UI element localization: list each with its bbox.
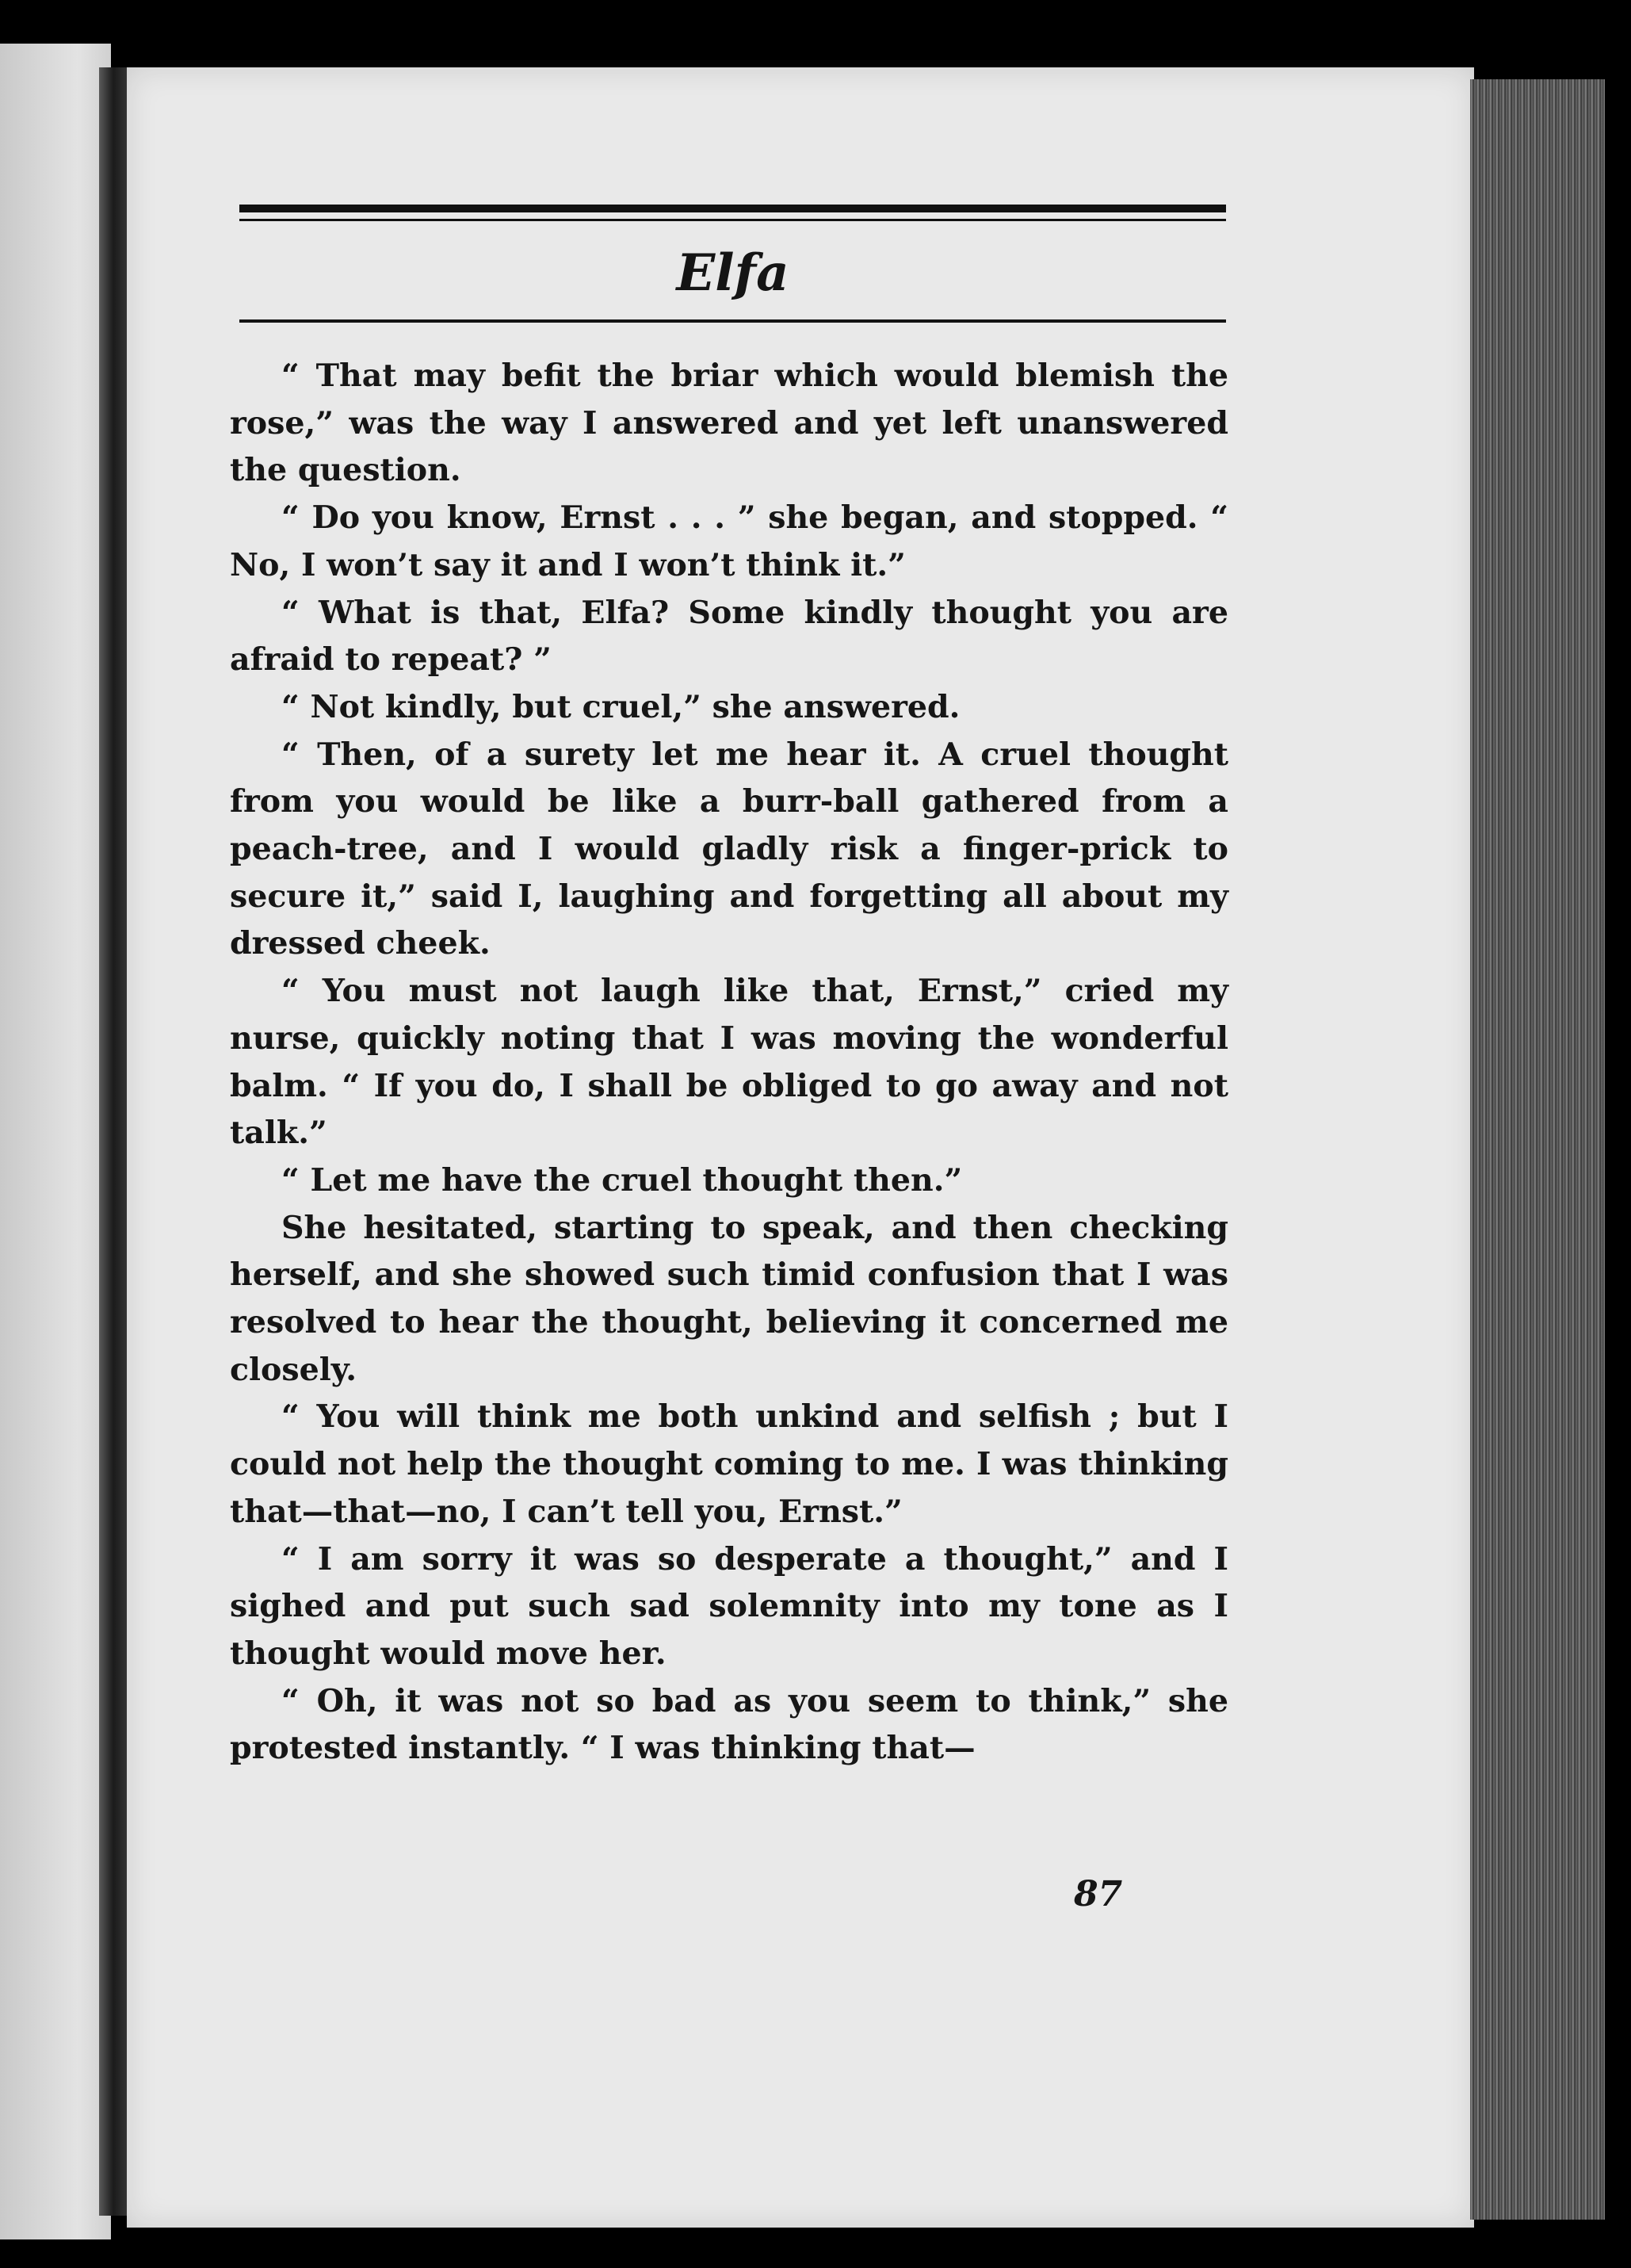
running-head-rule (239, 319, 1226, 323)
running-head: Elfa (676, 243, 789, 303)
paragraph: “ You must not laugh like that, Ernst,” cried my nurse, quickly noting that I was moving the wonderful balm. “ If you do, I shall be obliged to go away and not talk.” (230, 973, 1228, 1152)
paragraph: “ What is that, Elfa? Some kindly thought you are afraid to repeat? ” (230, 594, 1228, 679)
paragraph: “ I am sorry it was so desperate a thought,” and I sighed and put such sad solemnity into my tone as I thought would move her. (230, 1540, 1228, 1672)
paragraph: “ You will think me both unkind and selfish ; but I could not help the thought coming to me. I was thinking that—that—no, I can’t tell you, Ernst.” (230, 1398, 1228, 1530)
paragraph: “ Let me have the cruel thought then.” (281, 1161, 963, 1199)
paragraph: “ Not kindly, but cruel,” she answered. (281, 688, 961, 725)
page-fore-edge (1470, 79, 1605, 2220)
paragraph: “ Then, of a surety let me hear it. A cruel thought from you would be like a burr-ball gathered from a peach-tree, and I would gladly risk a finger-prick to secure it,” said I, laughing and forgetting all about my dressed cheek. (230, 736, 1228, 962)
facing-page-edge (0, 44, 111, 2239)
header-rule-thin (239, 219, 1226, 221)
paragraph: “ Oh, it was not so bad as you seem to think,” she protested instantly. “ I was thinking that— (230, 1682, 1228, 1767)
header-rule-thick (239, 205, 1226, 212)
paragraph: “ Do you know, Ernst . . . ” she began, and stopped. “ No, I won’t say it and I won’t think it.” (230, 499, 1228, 583)
page-number: 87 (1074, 1874, 1123, 1914)
paragraph: She hesitated, starting to speak, and then checking herself, and she showed such timid confusion that I was resolved to hear the thought, believing it concerned me closely. (230, 1209, 1228, 1388)
paragraph: “ That may befit the briar which would blemish the rose,” was the way I answered and yet left unanswered the question. (230, 358, 1228, 489)
book-gutter (99, 67, 131, 2216)
body-text (230, 353, 1228, 1773)
